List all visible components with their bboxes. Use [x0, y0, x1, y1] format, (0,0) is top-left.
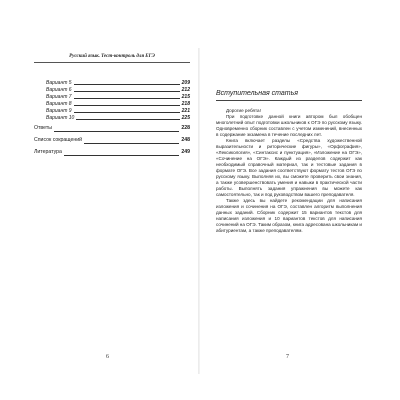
toc-entry — [34, 115, 190, 122]
toc-entry — [34, 94, 190, 101]
toc-leader — [84, 143, 179, 144]
toc-page-number: 228 — [181, 125, 190, 131]
toc-label: Вариант 5 — [46, 80, 72, 86]
paragraph: Книга включает разделы «Средства художественной выразительности и риторические фигуры», «Орфография», «Лексикология», «Синтаксис и пунктуация», «Изложение на ОГЭ», «Сочинение на ОГЭ». Каждый из разделов содержит как необходимый справочный материал, так и тестовые задания в формате ОГЭ. Все задания соответствуют формату тестов ОГЭ по русскому языку. Выполняя их, вы сможете проверить свои знания, а также усовершенствовать умения и навыки в практической части работы. Выполнять задания упражнения вы можете как самостоятельно, так и под руководством вашего преподавателя. — [216, 138, 362, 197]
right-page — [200, 52, 380, 372]
toc-entry — [34, 146, 190, 158]
toc-label: Литература — [34, 149, 62, 155]
toc-page-number: 218 — [181, 101, 190, 107]
toc-label: Ответы — [34, 125, 52, 131]
paragraph: При подготовке данной книги автором был обобщен многолетний опыт подготовки школьников к ОГЭ по русскому языку. Одновременно сборник составлен с учетом изменений, внесенных в содержание экзамена в течение последних лет. — [216, 114, 362, 137]
toc-label: Вариант 6 — [46, 87, 72, 93]
toc-entry — [34, 80, 190, 87]
toc-page-number: 221 — [181, 108, 190, 114]
toc-leader — [74, 112, 180, 113]
toc-label: Вариант 8 — [46, 101, 72, 107]
section-title: Вступительная статья — [216, 90, 299, 97]
section-title-rule — [216, 100, 362, 101]
toc-page-number: 212 — [181, 87, 190, 93]
toc-entry — [34, 101, 190, 108]
toc-leader — [74, 84, 180, 85]
toc-label: Список сокращений — [34, 137, 83, 143]
toc-page-number: 209 — [181, 80, 190, 86]
toc-leader — [54, 131, 179, 132]
toc-entry — [34, 87, 190, 94]
toc-leader — [74, 105, 180, 106]
running-head-rule — [34, 62, 190, 63]
toc-label: Вариант 9 — [46, 108, 72, 114]
table-of-contents — [34, 80, 190, 158]
toc-leader — [74, 98, 180, 99]
greeting: Дорогие ребята! — [226, 108, 261, 113]
page-number-left: 6 — [106, 354, 109, 360]
toc-label: Вариант 7 — [46, 94, 72, 100]
toc-page-number: 248 — [181, 137, 190, 143]
body-text — [216, 108, 362, 234]
toc-entry — [34, 134, 190, 146]
toc-page-number: 249 — [181, 149, 190, 155]
toc-page-number: 225 — [181, 115, 190, 121]
toc-leader — [64, 155, 179, 156]
left-page — [20, 52, 198, 372]
toc-entry — [34, 122, 190, 134]
paragraph: Также здесь вы найдете рекомендации для написания изложения и сочинения на ОГЭ, составлен алгоритм выполнения данных заданий. Сборник содержит 15 вариантов текстов для написания изложения и 10 вариантов текстов для написания сочинений на ОГЭ. Таким образом, книга адресована школьникам и абитуриентам, а также преподавателям. — [216, 198, 362, 233]
toc-leader — [76, 119, 179, 120]
toc-page-number: 215 — [181, 94, 190, 100]
toc-leader — [74, 91, 180, 92]
toc-label: Вариант 10 — [46, 115, 75, 121]
running-head: Русский язык. Тест-контроль для ЕГЭ — [69, 54, 155, 59]
page-number-right: 7 — [286, 354, 289, 360]
toc-entry — [34, 108, 190, 115]
